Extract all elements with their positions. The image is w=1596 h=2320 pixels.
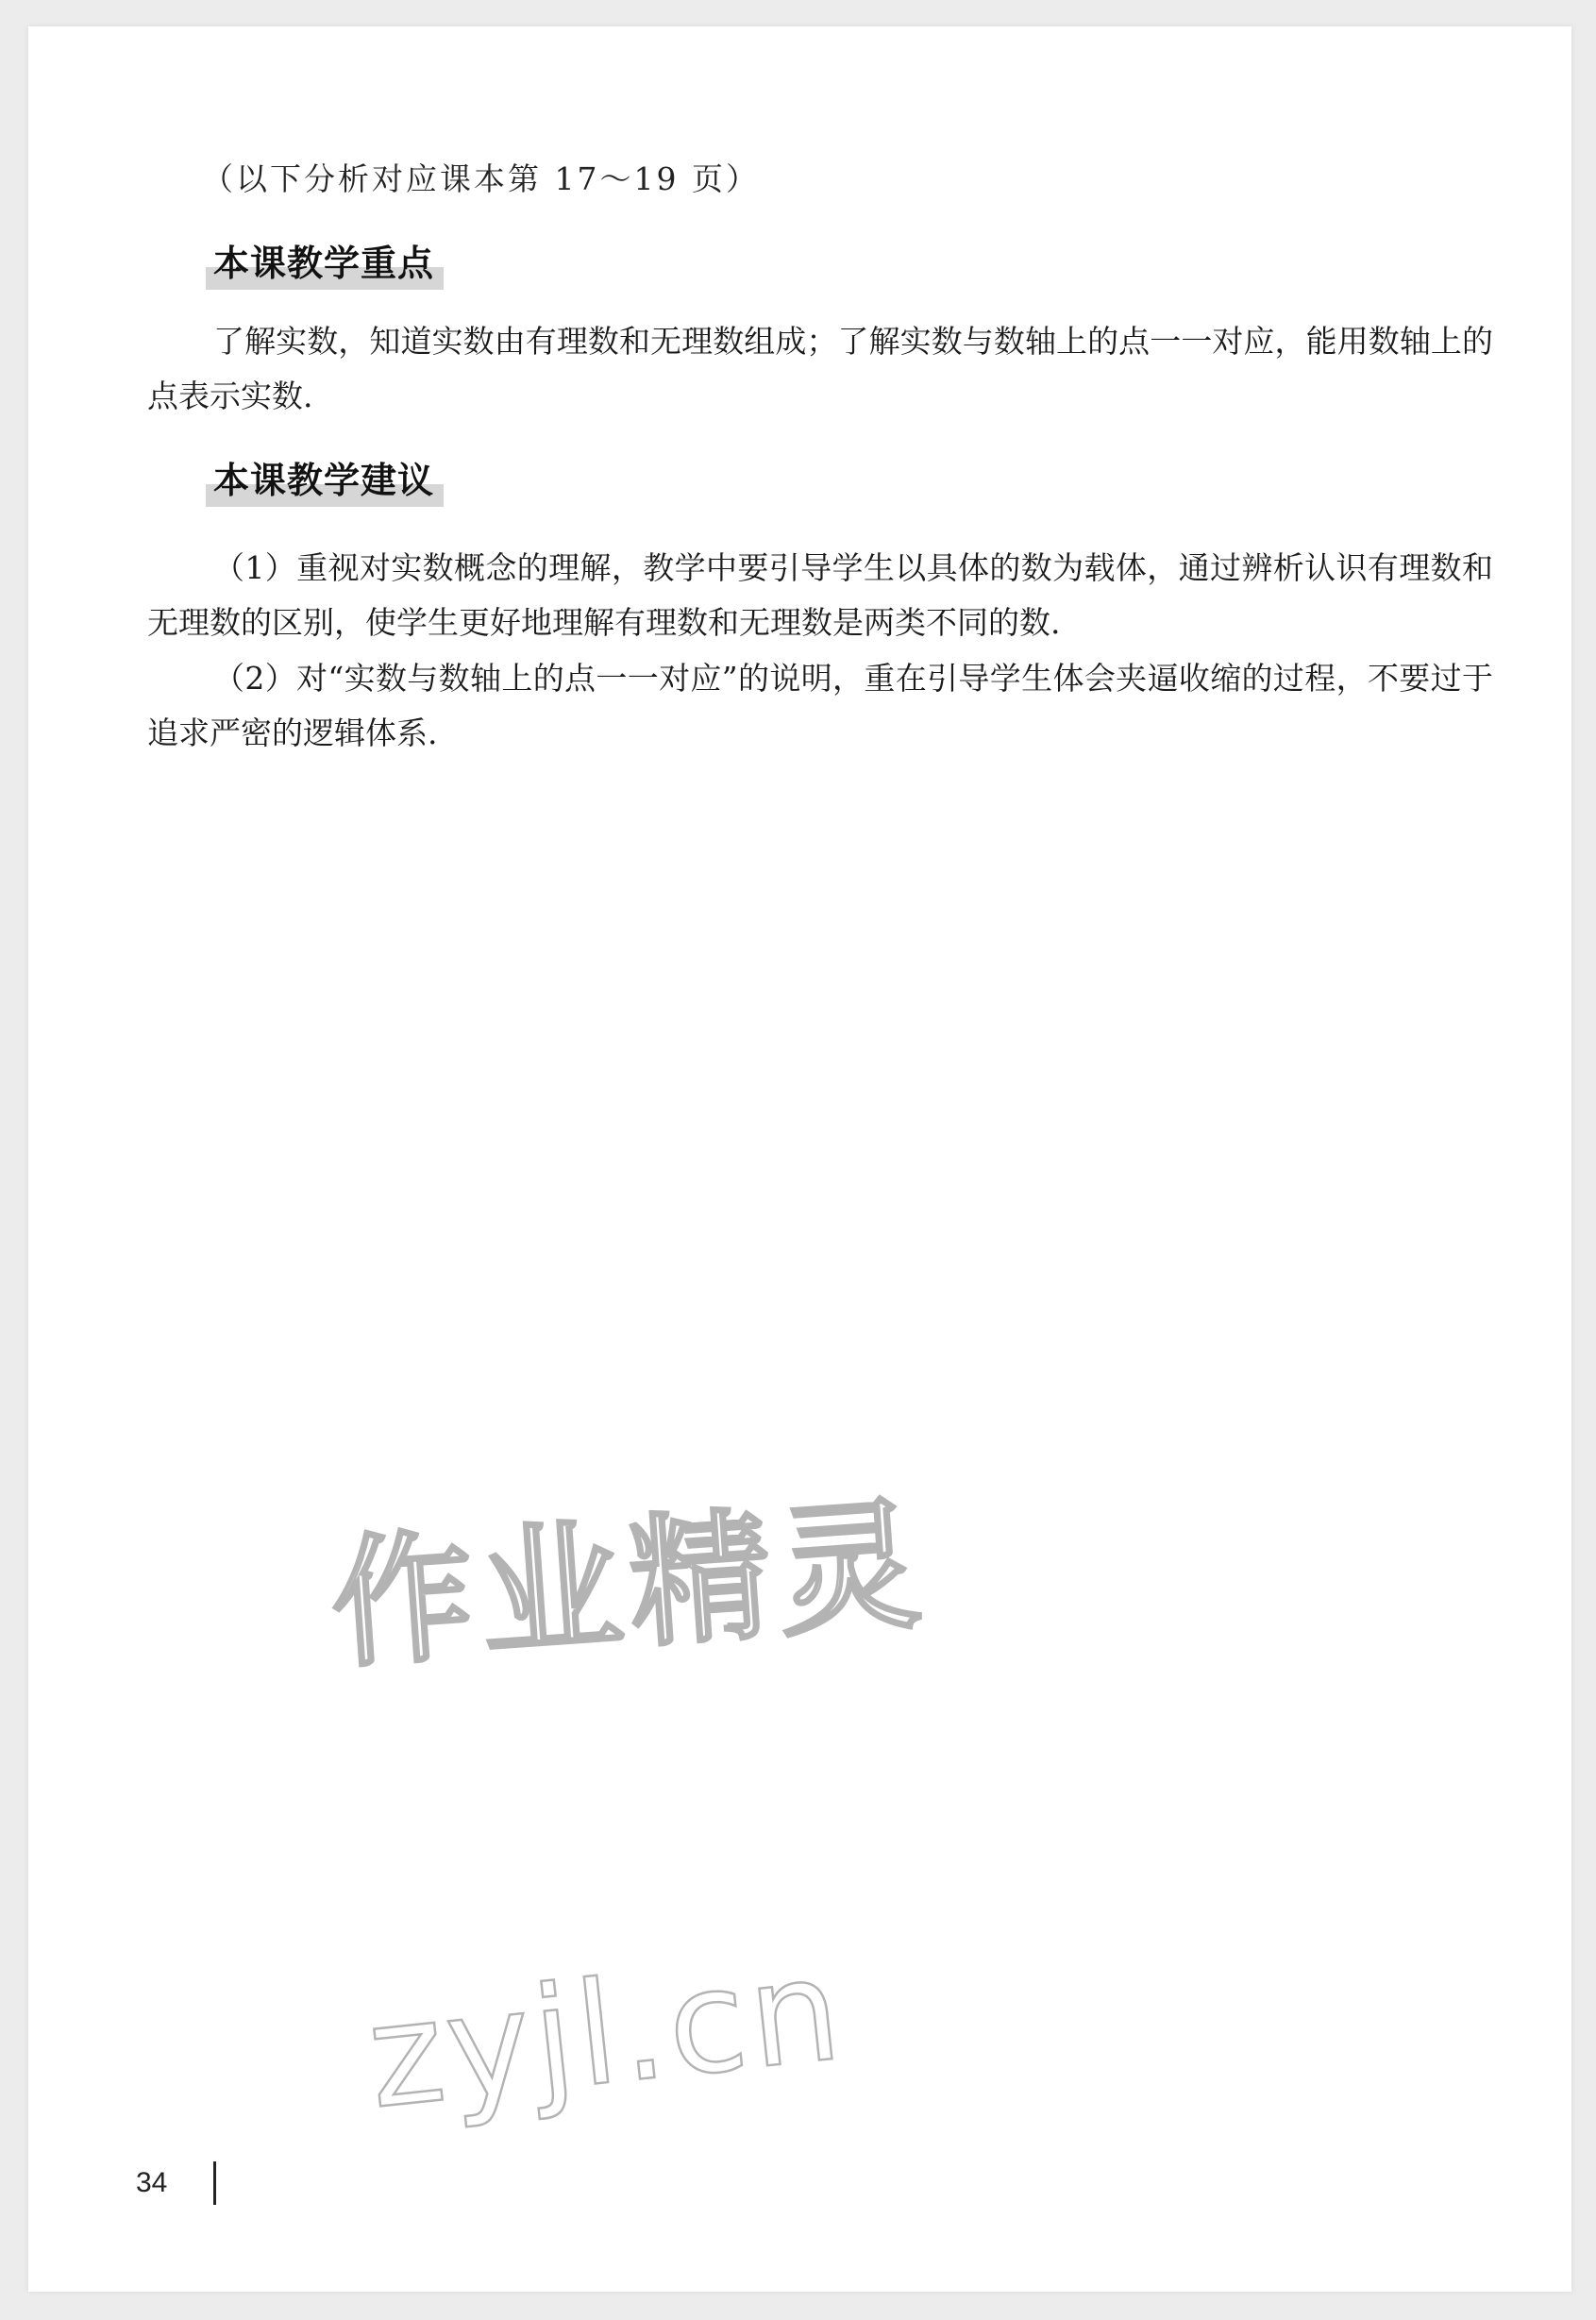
key-points-paragraph: 了解实数，知道实数由有理数和无理数组成；了解实数与数轴上的点一一对应，能用数轴上的点表示实数. [147,323,1493,414]
suggestion-paragraph-2: （2）对“实数与数轴上的点一一对应”的说明，重在引导学生体会夹逼收缩的过程，不要过于追求严密的逻辑体系. [147,660,1493,751]
suggestion-paragraph-1: （1）重视对实数概念的理解，教学中要引导学生以具体的数为载体，通过辨析认识有理数和无理数的区别，使学生更好地理解有理数和无理数是两类不同的数. [147,549,1493,641]
section-heading-suggestions [213,451,434,503]
watermark-text: 作业精灵 [326,1483,933,1689]
page-number-divider [213,2161,216,2205]
section-heading-text: 本课教学建议 [213,460,435,501]
page-reference-note: （以下分析对应课本第 17～19 页） [202,160,760,197]
section-heading-key-points [213,234,434,286]
section-heading-text: 本课教学重点 [213,243,435,284]
watermark-url: zyjl.cn [361,1927,851,2141]
document-page [28,26,1571,2292]
page-number: 34 [136,2167,168,2198]
